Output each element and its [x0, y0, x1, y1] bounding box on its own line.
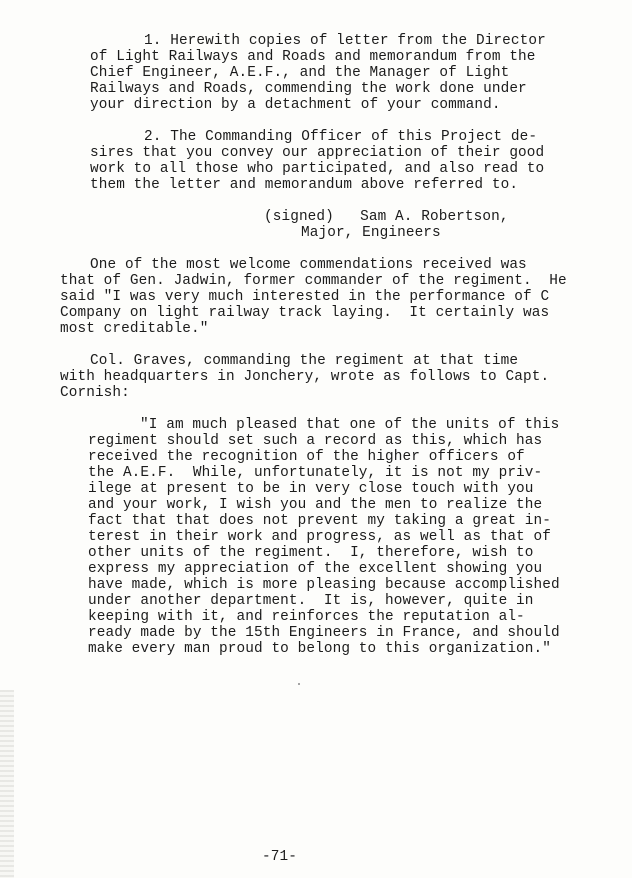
paragraph-4-line-2: with headquarters in Jonchery, wrote as follows to Capt. — [60, 369, 550, 385]
page-number: -71- — [262, 849, 297, 865]
quote-line-8: terest in their work and progress, as well as that of — [88, 529, 551, 545]
scan-speck — [298, 683, 300, 685]
paragraph-3-line-3: said "I was very much interested in the performance of C — [60, 289, 550, 305]
paragraph-1-line-3: Chief Engineer, A.E.F., and the Manager of Light — [90, 65, 510, 81]
paragraph-1-line-4: Railways and Roads, commending the work done under — [90, 81, 527, 97]
quote-line-3: received the recognition of the higher officers of — [88, 449, 525, 465]
quote-line-10: express my appreciation of the excellent showing you — [88, 561, 543, 577]
scan-edge-shadow — [0, 690, 14, 878]
paragraph-2-line-4: them the letter and memorandum above referred to. — [90, 177, 519, 193]
quote-line-2: regiment should set such a record as this, which has — [88, 433, 543, 449]
paragraph-2-line-1: 2. The Commanding Officer of this Project de- — [144, 129, 538, 145]
quote-line-5: ilege at present to be in very close touch with you — [88, 481, 534, 497]
paragraph-3-line-5: most creditable." — [60, 321, 209, 337]
paragraph-2-line-3: work to all those who participated, and also read to — [90, 161, 545, 177]
signature-line-1: (signed) Sam A. Robertson, — [264, 209, 509, 225]
paragraph-3-line-4: Company on light railway track laying. It certainly was — [60, 305, 550, 321]
paragraph-3-line-1: One of the most welcome commendations received was — [90, 257, 527, 273]
signature-line-2: Major, Engineers — [301, 225, 441, 241]
quote-line-14: ready made by the 15th Engineers in France, and should — [88, 625, 560, 641]
paragraph-1-line-5: your direction by a detachment of your command. — [90, 97, 501, 113]
paragraph-4-line-3: Cornish: — [60, 385, 130, 401]
paragraph-1-line-2: of Light Railways and Roads and memorandum from the — [90, 49, 536, 65]
paragraph-1-line-1: 1. Herewith copies of letter from the Director — [144, 33, 546, 49]
quote-line-12: under another department. It is, however, quite in — [88, 593, 534, 609]
paragraph-4-line-1: Col. Graves, commanding the regiment at that time — [90, 353, 519, 369]
quote-line-11: have made, which is more pleasing because accomplished — [88, 577, 560, 593]
quote-line-1: "I am much pleased that one of the units of this — [140, 417, 560, 433]
quote-line-6: and your work, I wish you and the men to realize the — [88, 497, 543, 513]
paragraph-2-line-2: sires that you convey our appreciation of their good — [90, 145, 545, 161]
quote-line-9: other units of the regiment. I, therefore, wish to — [88, 545, 534, 561]
quote-line-15: make every man proud to belong to this organization." — [88, 641, 551, 657]
paragraph-3-line-2: that of Gen. Jadwin, former commander of the regiment. He — [60, 273, 567, 289]
quote-line-13: keeping with it, and reinforces the reputation al- — [88, 609, 525, 625]
quote-line-7: fact that that does not prevent my taking a great in- — [88, 513, 551, 529]
quote-line-4: the A.E.F. While, unfortunately, it is not my priv- — [88, 465, 543, 481]
